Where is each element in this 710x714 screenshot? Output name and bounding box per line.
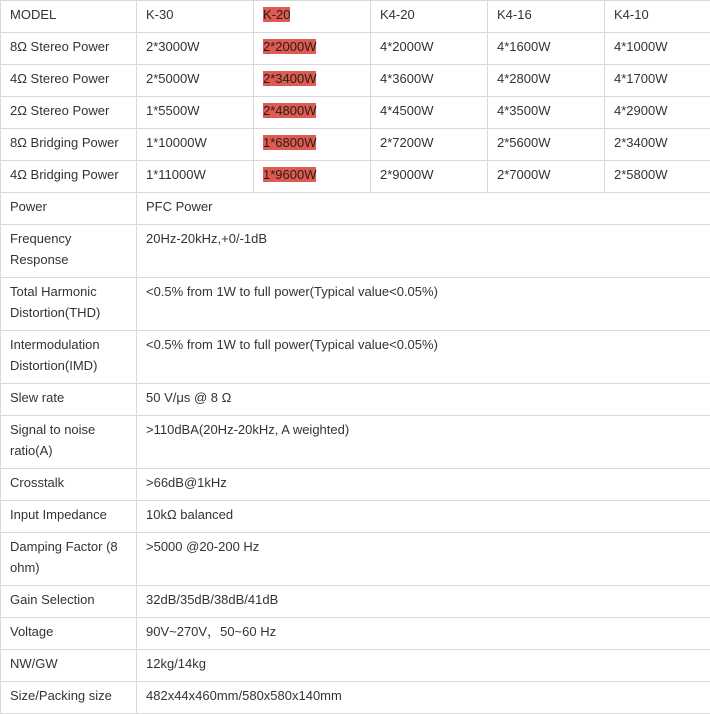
spec-row bbox=[1, 384, 710, 416]
spec-row bbox=[1, 416, 710, 469]
model-label: MODEL bbox=[1, 1, 137, 33]
model-name bbox=[254, 1, 371, 33]
power-value bbox=[254, 33, 371, 65]
row-label: Total Harmonic Distortion(THD) bbox=[1, 278, 137, 331]
row-label: Damping Factor (8 ohm) bbox=[1, 533, 137, 586]
power-value: 2*5600W bbox=[488, 129, 605, 161]
spec-row bbox=[1, 469, 710, 501]
power-value: 4*1000W bbox=[605, 33, 710, 65]
power-value: 1*11000W bbox=[137, 161, 254, 193]
spec-value: 10kΩ balanced bbox=[137, 501, 710, 533]
highlighted-value: 2*3400W bbox=[263, 71, 317, 86]
power-row bbox=[1, 33, 710, 65]
row-label: 4Ω Stereo Power bbox=[1, 65, 137, 97]
spec-row bbox=[1, 278, 710, 331]
power-value: 2*5000W bbox=[137, 65, 254, 97]
spec-row bbox=[1, 225, 710, 278]
power-value: 4*3600W bbox=[371, 65, 488, 97]
power-row bbox=[1, 161, 710, 193]
power-row bbox=[1, 129, 710, 161]
row-label: 8Ω Stereo Power bbox=[1, 33, 137, 65]
power-value: 2*7200W bbox=[371, 129, 488, 161]
power-value: 1*5500W bbox=[137, 97, 254, 129]
spec-value: 32dB/35dB/38dB/41dB bbox=[137, 586, 710, 618]
model-name bbox=[137, 1, 254, 33]
row-label: Intermodulation Distortion(IMD) bbox=[1, 331, 137, 384]
spec-row bbox=[1, 501, 710, 533]
spec-value: 50 V/μs @ 8 Ω bbox=[137, 384, 710, 416]
spec-value: 90V~270V，50~60 Hz bbox=[137, 618, 710, 650]
row-label: 8Ω Bridging Power bbox=[1, 129, 137, 161]
row-label: 2Ω Stereo Power bbox=[1, 97, 137, 129]
header-row bbox=[1, 1, 710, 33]
spec-row bbox=[1, 586, 710, 618]
power-row bbox=[1, 97, 710, 129]
spec-row bbox=[1, 618, 710, 650]
power-value: 2*5800W bbox=[605, 161, 710, 193]
row-label: NW/GW bbox=[1, 650, 137, 682]
spec-value: <0.5% from 1W to full power(Typical value<0.05%) bbox=[137, 278, 710, 331]
model-name-text: K4-20 bbox=[380, 7, 415, 22]
power-value: 2*3000W bbox=[137, 33, 254, 65]
highlighted-value: 1*6800W bbox=[263, 135, 317, 150]
power-value bbox=[254, 129, 371, 161]
row-label: Signal to noise ratio(A) bbox=[1, 416, 137, 469]
spec-row bbox=[1, 682, 710, 714]
power-value: 2*7000W bbox=[488, 161, 605, 193]
power-value: 4*2800W bbox=[488, 65, 605, 97]
spec-value: 12kg/14kg bbox=[137, 650, 710, 682]
power-value: 4*2900W bbox=[605, 97, 710, 129]
spec-value: 20Hz-20kHz,+0/-1dB bbox=[137, 225, 710, 278]
spec-value: PFC Power bbox=[137, 193, 710, 225]
power-value: 4*1600W bbox=[488, 33, 605, 65]
row-label: Voltage bbox=[1, 618, 137, 650]
spec-row bbox=[1, 193, 710, 225]
power-value: 4*4500W bbox=[371, 97, 488, 129]
power-value: 4*2000W bbox=[371, 33, 488, 65]
model-name bbox=[605, 1, 710, 33]
model-name-text: K4-16 bbox=[497, 7, 532, 22]
model-name bbox=[488, 1, 605, 33]
highlighted-value: 2*4800W bbox=[263, 103, 317, 118]
power-value bbox=[254, 97, 371, 129]
model-name-text: K4-10 bbox=[614, 7, 649, 22]
power-row bbox=[1, 65, 710, 97]
model-name-text: K-30 bbox=[146, 7, 174, 22]
power-value: 4*1700W bbox=[605, 65, 710, 97]
row-label: Size/Packing size bbox=[1, 682, 137, 714]
highlighted-value: 2*2000W bbox=[263, 39, 317, 54]
row-label: Frequency Response bbox=[1, 225, 137, 278]
row-label: Gain Selection bbox=[1, 586, 137, 618]
power-value: 1*10000W bbox=[137, 129, 254, 161]
spec-value: 482x44x460mm/580x580x140mm bbox=[137, 682, 710, 714]
spec-row bbox=[1, 650, 710, 682]
power-value: 4*3500W bbox=[488, 97, 605, 129]
row-label: Input Impedance bbox=[1, 501, 137, 533]
row-label: Crosstalk bbox=[1, 469, 137, 501]
spec-value: >66dB@1kHz bbox=[137, 469, 710, 501]
spec-value: <0.5% from 1W to full power(Typical value<0.05%) bbox=[137, 331, 710, 384]
spec-row bbox=[1, 533, 710, 586]
model-name bbox=[371, 1, 488, 33]
row-label: Power bbox=[1, 193, 137, 225]
highlighted-value: 1*9600W bbox=[263, 167, 317, 182]
model-name-text: K-20 bbox=[263, 7, 291, 22]
row-label: Slew rate bbox=[1, 384, 137, 416]
power-value: 2*3400W bbox=[605, 129, 710, 161]
row-label: 4Ω Bridging Power bbox=[1, 161, 137, 193]
spec-value: >110dBA(20Hz-20kHz, A weighted) bbox=[137, 416, 710, 469]
spec-value: >5000 @20-200 Hz bbox=[137, 533, 710, 586]
power-value bbox=[254, 65, 371, 97]
power-value bbox=[254, 161, 371, 193]
power-value: 2*9000W bbox=[371, 161, 488, 193]
spec-row bbox=[1, 331, 710, 384]
